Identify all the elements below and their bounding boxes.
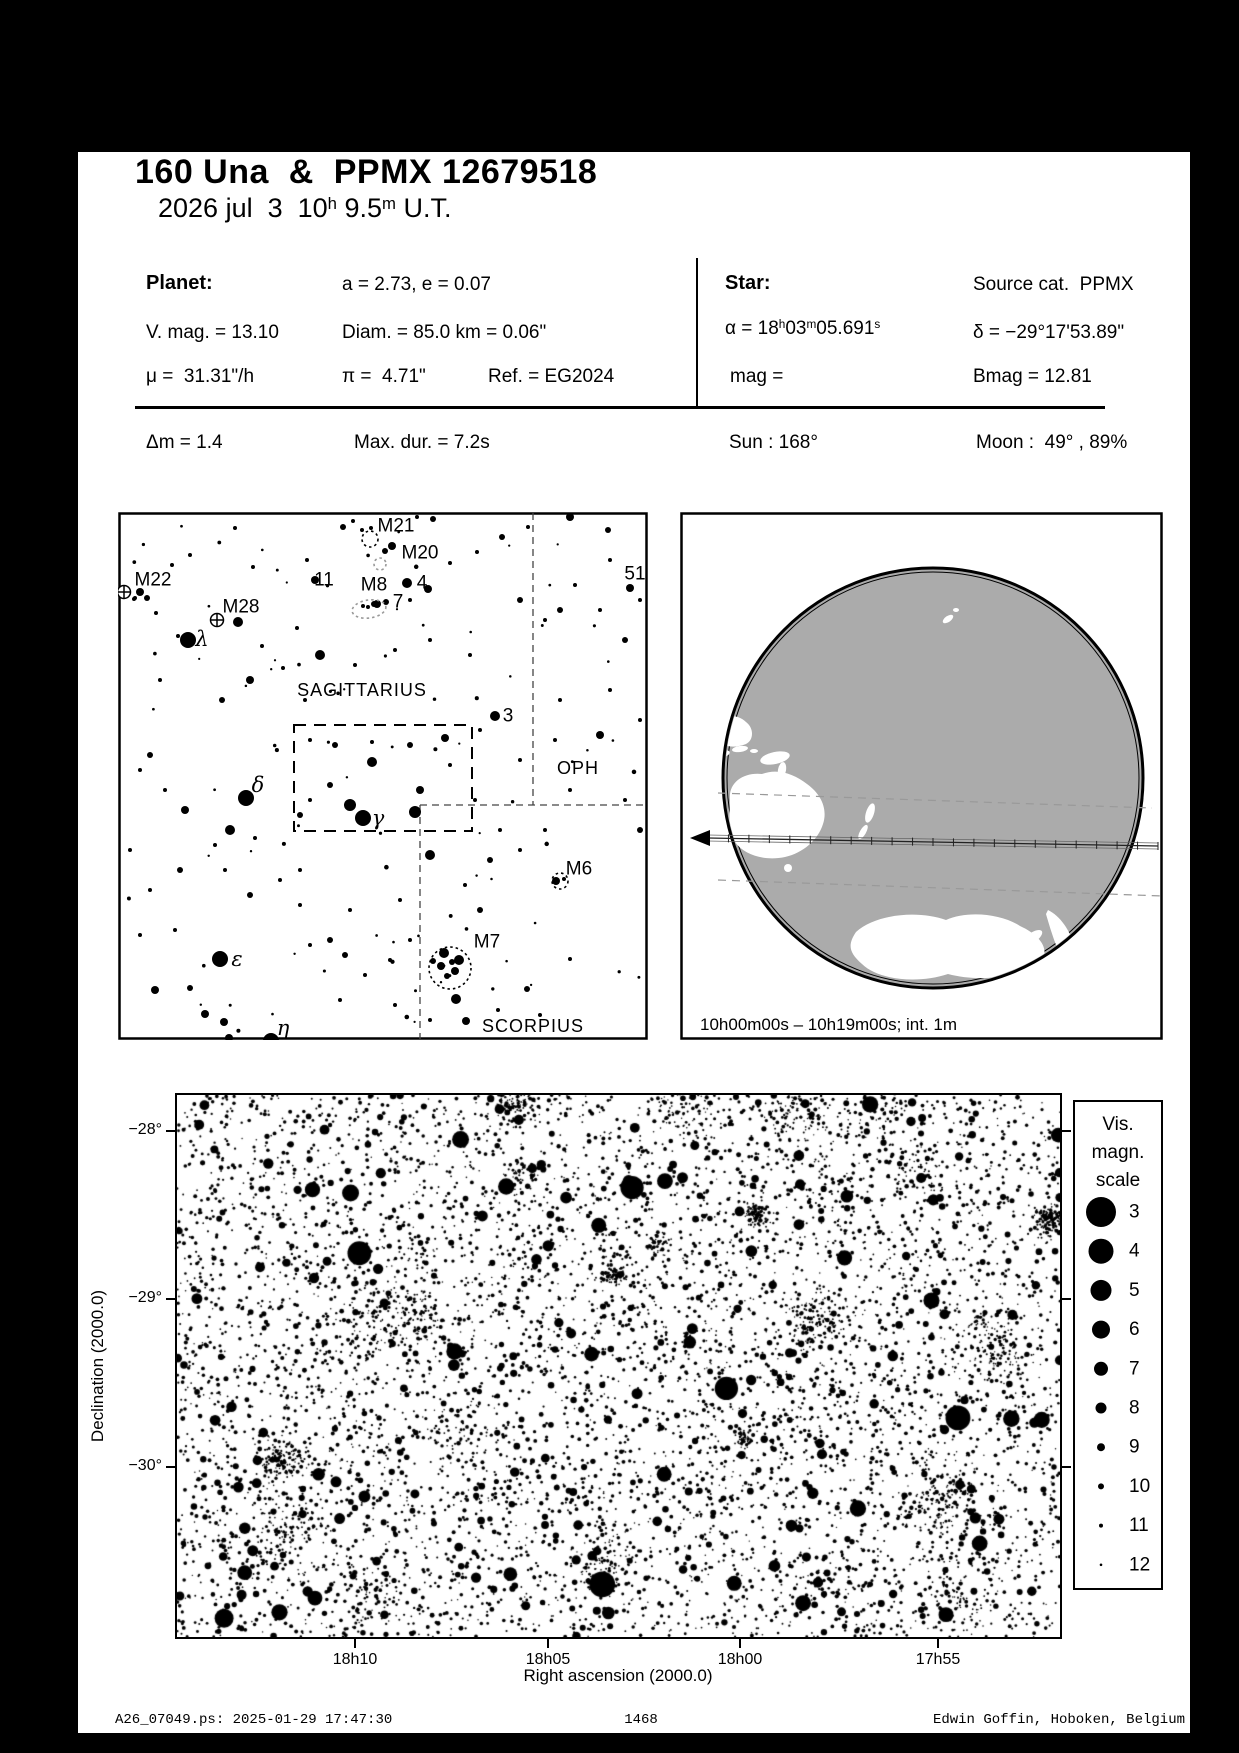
- star-dot: [477, 907, 483, 913]
- star-dot: [568, 957, 572, 961]
- legend-mag-value: 9: [1129, 1436, 1140, 1458]
- star-dot: [180, 632, 196, 648]
- star-mag: mag =: [730, 366, 784, 387]
- star-dot: [408, 598, 412, 602]
- star-dot: [170, 563, 174, 567]
- star-dot: [496, 1008, 500, 1012]
- star-dot: [370, 740, 374, 744]
- star-dot: [524, 986, 530, 992]
- star-dot: [437, 962, 445, 970]
- star-dot: [543, 618, 547, 622]
- page-title: 160 Una & PPMX 12679518: [135, 153, 598, 191]
- star-dot: [251, 565, 255, 569]
- planet-motion: μ = 31.31"/h: [146, 366, 255, 387]
- finder-label-m20: M20: [401, 542, 439, 564]
- y-tick-mark: [166, 1298, 175, 1300]
- legend-title-line: magn.: [1091, 1142, 1145, 1163]
- star-dot: [247, 892, 253, 898]
- star-dot: [402, 578, 412, 588]
- star-dot: [176, 634, 180, 638]
- star-section-label: Star:: [725, 272, 771, 294]
- footer-page-number: 1468: [624, 1712, 658, 1728]
- legend-mag-value: 5: [1129, 1279, 1140, 1301]
- star-dot: [444, 973, 450, 979]
- finder-label-scorpius: SCORPIUS: [481, 1016, 585, 1036]
- finder-label-3: 3: [502, 705, 514, 727]
- star-dot: [498, 828, 502, 832]
- star-dot: [518, 848, 522, 852]
- star-dot: [557, 607, 563, 613]
- text-segment: 9.5: [336, 193, 382, 223]
- max-duration: Max. dur. = 7.2s: [354, 432, 490, 453]
- star-dot: [393, 1003, 397, 1007]
- star-dot: [449, 959, 455, 965]
- star-dot: [408, 938, 412, 942]
- star-dot: [487, 857, 493, 863]
- star-dot: [158, 678, 162, 682]
- star-dot: [308, 798, 312, 802]
- star-dot: [338, 998, 342, 1002]
- star-dot: [543, 828, 547, 832]
- legend-title-line: scale: [1095, 1170, 1141, 1191]
- star-dot: [398, 898, 402, 902]
- star-dot: [353, 663, 357, 667]
- star-dot: [363, 973, 367, 977]
- planet-orbit-elements: a = 2.73, e = 0.07: [342, 274, 491, 295]
- star-dot: [355, 810, 371, 826]
- star-dot: [344, 799, 356, 811]
- legend-mag-dot: [1092, 1321, 1110, 1339]
- star-dot: [623, 798, 627, 802]
- planet-section-label: Planet:: [146, 272, 213, 294]
- finder-label-δ: δ: [251, 773, 265, 797]
- star-dot: [475, 550, 479, 554]
- star-dot: [430, 516, 436, 522]
- star-dot: [415, 515, 419, 519]
- star-dot: [451, 994, 461, 1004]
- star-dot: [260, 644, 264, 648]
- finder-label-oph: OPH: [556, 758, 600, 778]
- star-dot: [367, 757, 377, 767]
- finder-label-m21: M21: [377, 515, 415, 537]
- footer-filename: A26_07049.ps: 2025-01-29 17:47:30: [115, 1712, 393, 1728]
- legend-mag-dot: [1091, 1280, 1112, 1301]
- planet-vmag: V. mag. = 13.10: [146, 322, 279, 343]
- star-dot: [138, 933, 142, 937]
- unit-superscript: m: [382, 193, 396, 213]
- star-dot: [177, 867, 183, 873]
- star-dot: [151, 986, 159, 994]
- star-dot: [163, 788, 167, 792]
- star-dot: [499, 534, 505, 540]
- x-axis-title: Right ascension (2000.0): [523, 1666, 713, 1685]
- star-dot: [147, 752, 153, 758]
- legend-mag-value: 3: [1129, 1201, 1140, 1223]
- star-dot: [246, 676, 254, 684]
- legend-mag-value: 11: [1129, 1515, 1149, 1537]
- unit-superscript: h: [327, 193, 337, 213]
- star-dot: [388, 958, 392, 962]
- y-tick-mark-right: [1062, 1130, 1071, 1132]
- star-dot: [298, 903, 302, 907]
- text-segment: α = 18: [725, 318, 779, 339]
- star-dot: [451, 967, 459, 975]
- star-dot: [225, 825, 235, 835]
- star-dot: [297, 812, 303, 818]
- finder-label-λ: λ: [195, 627, 209, 651]
- star-dot: [308, 738, 312, 742]
- star-dot: [340, 524, 346, 530]
- finder-label-11: 11: [314, 569, 334, 591]
- star-source-catalog: Source cat. PPMX: [973, 274, 1134, 295]
- legend-mag-value: 10: [1129, 1475, 1151, 1497]
- star-dot: [369, 526, 373, 530]
- moon-elongation: Moon : 49° , 89%: [976, 432, 1128, 453]
- x-tick-label: 18h00: [717, 1651, 763, 1668]
- finder-label-ε: ε: [231, 947, 243, 971]
- x-tick-mark: [739, 1639, 741, 1648]
- finder-label-m22: M22: [134, 569, 172, 591]
- star-dot: [188, 553, 192, 557]
- star-dot: [233, 526, 237, 530]
- planet-diameter: Diam. = 85.0 km = 0.06": [342, 322, 547, 343]
- star-field-canvas: [177, 1095, 1060, 1637]
- star-dot: [598, 608, 602, 612]
- star-dot: [360, 528, 364, 532]
- y-tick-mark-right: [1062, 1466, 1071, 1468]
- star-dot: [213, 843, 217, 847]
- y-tick-label: −29°: [128, 1289, 162, 1306]
- finder-label-7: 7: [392, 591, 404, 613]
- star-dot: [638, 598, 642, 602]
- star-dot: [332, 742, 338, 748]
- finder-label-51: 51: [624, 563, 646, 585]
- text-segment: 03: [785, 318, 807, 339]
- star-dot: [518, 758, 522, 762]
- y-tick-mark: [166, 1466, 175, 1468]
- star-dot: [181, 806, 189, 814]
- star-dot: [233, 617, 243, 627]
- y-tick-mark-right: [1062, 1298, 1071, 1300]
- star-dot: [327, 782, 333, 788]
- star-dot: [407, 742, 413, 748]
- finder-label-m8: M8: [360, 574, 388, 596]
- x-tick-mark: [937, 1639, 939, 1648]
- star-dot: [517, 597, 523, 603]
- star-dot: [553, 738, 557, 742]
- delta-mag: Δm = 1.4: [146, 432, 223, 453]
- globular-cluster-icon: [118, 586, 131, 599]
- star-dot: [448, 561, 452, 565]
- finder-label-m28: M28: [222, 596, 260, 618]
- star-ra: [725, 318, 880, 340]
- star-dot: [473, 798, 477, 802]
- star-dot: [327, 937, 333, 943]
- star-dot: [526, 525, 530, 529]
- x-tick-mark: [354, 1639, 356, 1648]
- star-dot: [573, 583, 577, 587]
- legend-mag-value: 12: [1129, 1554, 1151, 1576]
- star-dot: [348, 908, 352, 912]
- legend-mag-dot: [1097, 1443, 1105, 1451]
- magnitude-legend: [1073, 1100, 1163, 1590]
- star-dot: [409, 806, 421, 818]
- info-divider: [696, 258, 698, 408]
- star-dot: [148, 888, 152, 892]
- star-dot: [383, 599, 389, 605]
- star-dot: [393, 648, 397, 652]
- star-dot: [298, 868, 302, 872]
- finder-label-γ: γ: [371, 806, 385, 830]
- star-dot: [490, 711, 500, 721]
- globe-caption: 10h00m00s – 10h19m00s; int. 1m: [700, 1015, 958, 1034]
- finder-chart: [118, 512, 648, 1040]
- finder-label-sagittarius: SAGITTARIUS: [297, 680, 427, 700]
- star-field-chart: [175, 1093, 1062, 1639]
- y-tick-label: −28°: [128, 1121, 162, 1138]
- star-dot: [366, 605, 370, 609]
- legend-mag-dot: [1098, 1483, 1104, 1489]
- star-dot: [144, 595, 150, 601]
- star-dot: [133, 596, 137, 600]
- star-dot: [638, 718, 642, 722]
- y-axis-title: Declination (2000.0): [88, 1289, 107, 1443]
- y-tick-label: −30°: [128, 1457, 162, 1474]
- legend-mag-value: 7: [1129, 1358, 1140, 1380]
- sun-elongation: Sun : 168°: [729, 432, 818, 453]
- legend-mag-value: 8: [1129, 1397, 1140, 1419]
- text-segment: U.T.: [395, 193, 452, 223]
- star-dot: [128, 848, 132, 852]
- legend-mag-dot: [1096, 1403, 1107, 1414]
- star-dot: [281, 666, 285, 670]
- star-dot: [342, 952, 348, 958]
- star-dot: [558, 698, 562, 702]
- x-tick-label: 18h05: [525, 1651, 571, 1668]
- text-segment: 2026 jul 3 10: [158, 193, 328, 223]
- star-dot: [154, 611, 158, 615]
- star-dot: [253, 836, 257, 840]
- star-dot: [622, 637, 628, 643]
- star-dot: [637, 827, 643, 833]
- x-tick-mark: [547, 1639, 549, 1648]
- unit-superscript: h: [778, 318, 786, 332]
- star-dot: [361, 604, 365, 608]
- unit-superscript: s: [874, 318, 881, 332]
- star-dot: [278, 878, 282, 882]
- star-bmag: Bmag = 12.81: [973, 366, 1092, 387]
- star-dot: [201, 1010, 209, 1018]
- star-dot: [428, 1018, 432, 1022]
- star-dot: [219, 697, 225, 703]
- info-rule: [135, 406, 1105, 409]
- legend-mag-dot: [1099, 1524, 1103, 1528]
- star-dot: [448, 763, 452, 767]
- text-segment: 05.691: [816, 318, 875, 339]
- globe-path-map: [680, 512, 1163, 1040]
- star-dot: [308, 943, 312, 947]
- y-tick-mark: [166, 1130, 175, 1132]
- legend-mag-value: 4: [1129, 1240, 1140, 1262]
- star-dot: [566, 513, 574, 521]
- legend-mag-dot: [1089, 1239, 1114, 1264]
- event-datetime: [158, 190, 451, 230]
- star-dot: [608, 688, 612, 692]
- finder-label-η: η: [276, 1016, 290, 1040]
- star-dot: [295, 626, 299, 630]
- x-tick-label: 17h55: [915, 1651, 961, 1668]
- star-dot: [441, 734, 449, 742]
- finder-label-m6: M6: [565, 858, 593, 880]
- star-dot: [568, 788, 572, 792]
- star-dot: [223, 868, 227, 872]
- legend-mag-value: 6: [1129, 1319, 1140, 1341]
- footer-author: Edwin Goffin, Hoboken, Belgium: [932, 1712, 1185, 1728]
- star-dot: [305, 558, 309, 562]
- star-dot: [626, 584, 634, 592]
- star-dot: [463, 883, 467, 887]
- star-dot: [608, 558, 612, 562]
- star-dot: [382, 548, 388, 554]
- legend-title-line: Vis.: [1102, 1114, 1134, 1135]
- legend-mag-dot: [1086, 1197, 1116, 1227]
- star-dot: [454, 955, 464, 965]
- star-dot: [138, 768, 142, 772]
- star-dot: [212, 951, 228, 967]
- orbit-reference: Ref. = EG2024: [488, 366, 615, 387]
- star-dot: [468, 653, 472, 657]
- legend-mag-dot: [1094, 1362, 1108, 1376]
- star-dot: [462, 1017, 470, 1025]
- unit-superscript: m: [806, 318, 817, 332]
- star-dot: [596, 731, 604, 739]
- star-dot: [428, 638, 432, 642]
- star-dec: δ = −29°17'53.89": [973, 322, 1125, 343]
- finder-label-4: 4: [416, 572, 428, 594]
- star-dot: [173, 928, 177, 932]
- star-dot: [416, 786, 424, 794]
- finder-label-m7: M7: [473, 931, 501, 953]
- legend-mag-dot: [1100, 1564, 1103, 1567]
- x-tick-label: 18h10: [332, 1651, 378, 1668]
- star-dot: [351, 519, 355, 523]
- star-dot: [425, 850, 435, 860]
- planet-parallax: π = 4.71": [342, 366, 426, 387]
- star-dot: [187, 985, 193, 991]
- star-dot: [371, 601, 377, 607]
- star-dot: [478, 728, 482, 732]
- star-dot: [220, 1018, 228, 1026]
- star-dot: [388, 542, 396, 550]
- star-dot: [605, 527, 611, 533]
- star-dot: [315, 650, 325, 660]
